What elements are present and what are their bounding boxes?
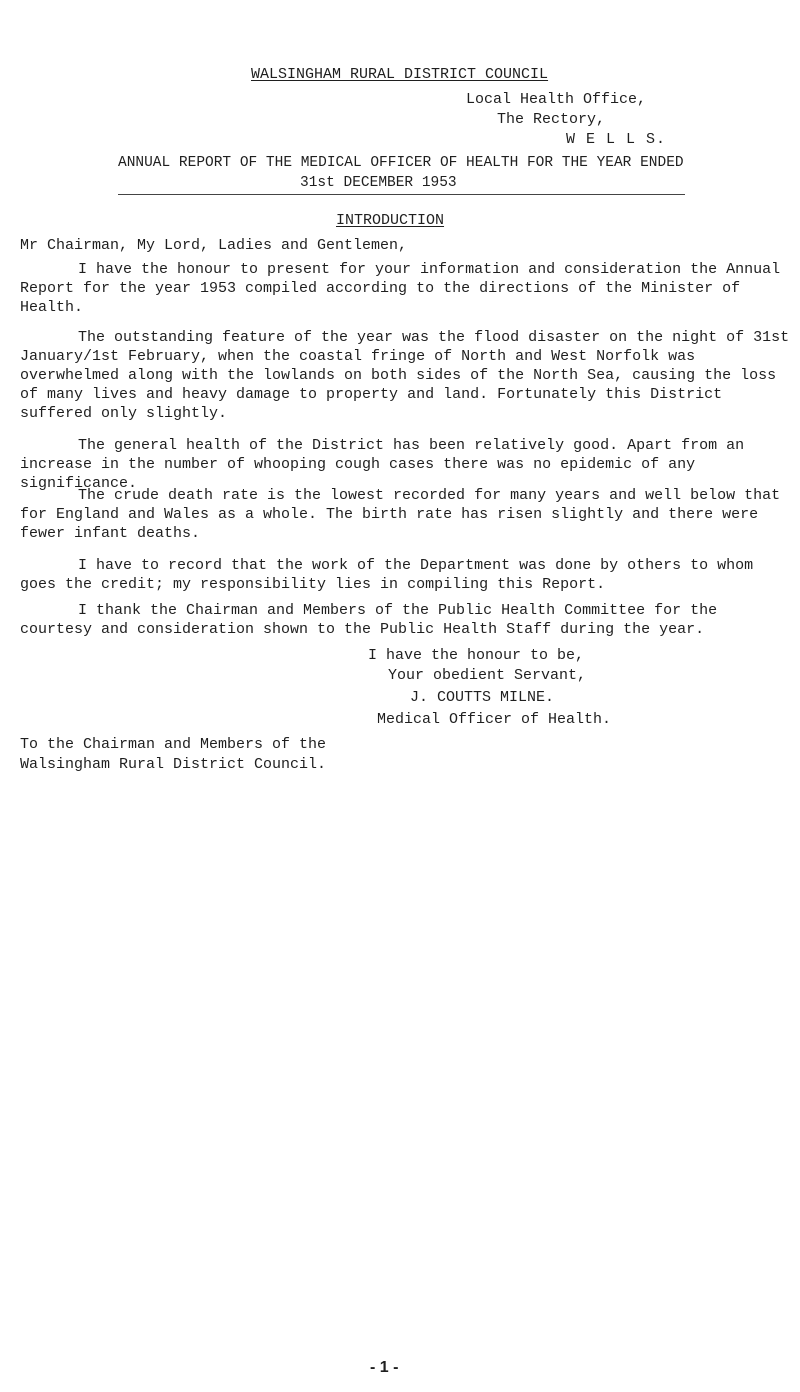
section-heading: INTRODUCTION xyxy=(336,212,445,229)
paragraph-department: I have to record that the work of the Department was done by others to whom goes the credit; my responsibility lies in compiling this Report. xyxy=(20,557,754,593)
addressee-line1: To the Chairman and Members of the xyxy=(20,736,327,753)
addressee-line2: Walsingham Rural District Council. xyxy=(20,756,327,773)
salutation: Mr Chairman, My Lord, Ladies and Gentlemen, xyxy=(20,237,408,254)
closing-honour: I have the honour to be, xyxy=(368,647,585,664)
address-line-office: Local Health Office, xyxy=(466,91,647,108)
signatory-name: J. COUTTS MILNE. xyxy=(410,689,555,706)
title-underline xyxy=(118,194,685,195)
address-line-town: W E L L S. xyxy=(566,131,667,148)
paragraph-flood: The outstanding feature of the year was the flood disaster on the night of 31st January/1st February, when the coastal fringe of North and West Norfolk was overwhelmed along with the lowlands on both sides of the North Sea, causing the loss of many lives and heavy damage to property and land. Fortunately this District suffered only slightly. xyxy=(20,329,790,422)
paragraph-general-health: The general health of the District has been relatively good. Apart from an increase in the number of whooping cough cases there was no epidemic of any significance. xyxy=(20,437,745,492)
council-title: WALSINGHAM RURAL DISTRICT COUNCIL xyxy=(251,66,549,83)
page-number: - 1 - xyxy=(370,1359,399,1376)
paragraph-death-rate: The crude death rate is the lowest recorded for many years and well below that for England and Wales as a whole. The birth rate has risen slightly and there were fewer infant deaths. xyxy=(20,487,781,542)
signatory-title: Medical Officer of Health. xyxy=(377,711,612,728)
report-title-line1: ANNUAL REPORT OF THE MEDICAL OFFICER OF HEALTH FOR THE YEAR ENDED xyxy=(118,155,684,171)
address-line-rectory: The Rectory, xyxy=(497,111,606,128)
closing-servant: Your obedient Servant, xyxy=(388,667,587,684)
paragraph-thanks: I thank the Chairman and Members of the Public Health Committee for the courtesy and consideration shown to the Public Health Staff during the year. xyxy=(20,602,718,638)
paragraph-intro: I have the honour to present for your information and consideration the Annual Report for the year 1953 compiled according to the directions of the Minister of Health. xyxy=(20,261,781,316)
report-title-line2: 31st DECEMBER 1953 xyxy=(300,175,457,191)
